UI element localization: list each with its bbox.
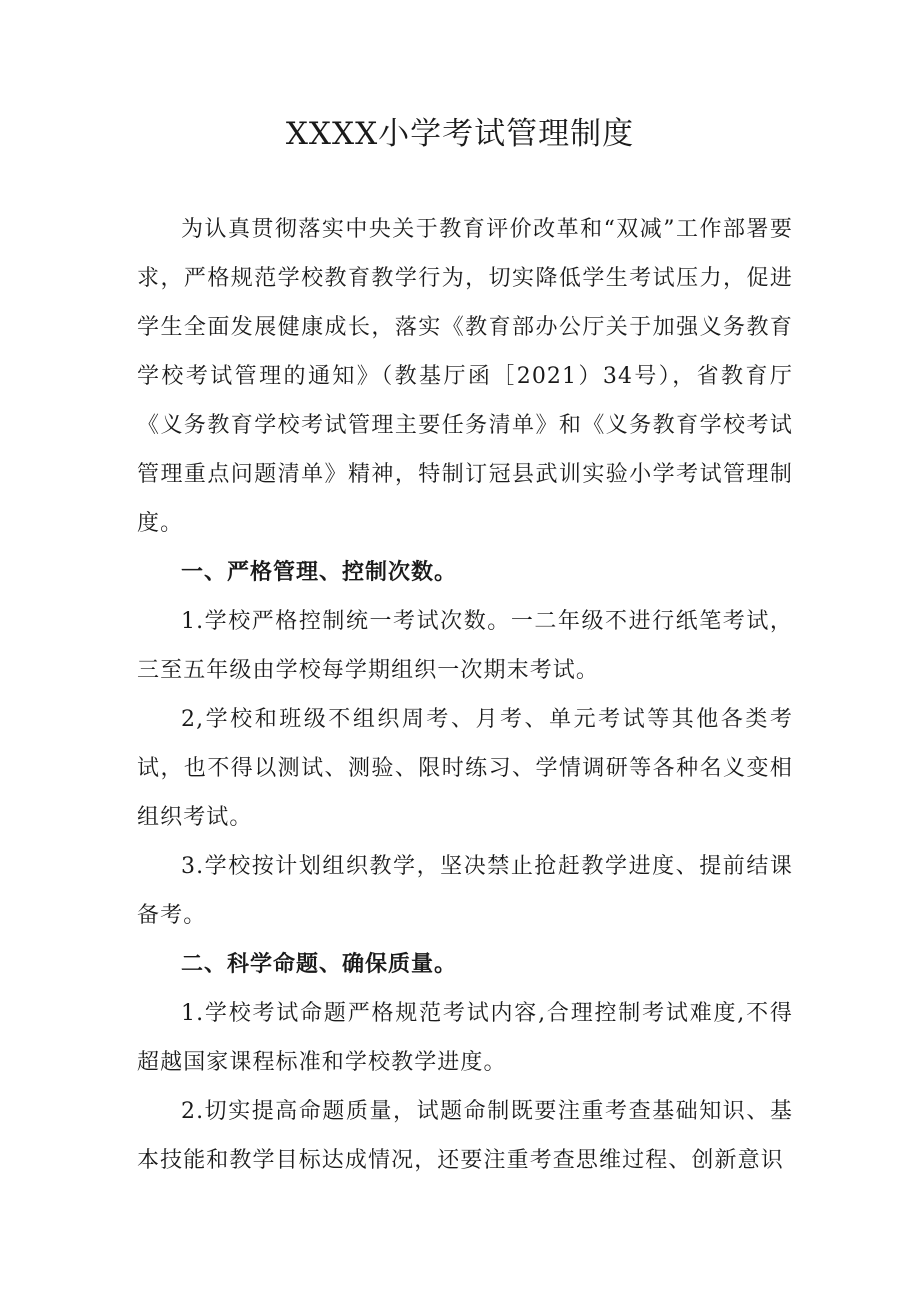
section-1-item-1: 1.学校严格控制统一考试次数。一二年级不进行纸笔考试，三至五年级由学校每学期组织一次期末考试。 xyxy=(137,609,793,683)
document-body xyxy=(137,205,793,1185)
section-heading-2: 二、科学命题、确保质量。 xyxy=(181,952,458,977)
document-title: XXXX小学考试管理制度 xyxy=(285,116,635,152)
section-heading-1: 一、严格管理、控制次数。 xyxy=(181,560,458,585)
section-1-item-2: 2,学校和班级不组织周考、月考、单元考试等其他各类考试，也不得以测试、测验、限时练习、学情调研等各种名义变相组织考试。 xyxy=(137,707,793,830)
section-1-item-3: 3.学校按计划组织教学，坚决禁止抢赶教学进度、提前结课备考。 xyxy=(137,854,793,928)
intro-paragraph: 为认真贯彻落实中央关于教育评价改革和“双减”工作部署要求，严格规范学校教育教学行为，切实降低学生考试压力，促进学生全面发展健康成长，落实《教育部办公厅关于加强义务教育学校考试管理的通知》（教基厅函［2021）34号），省教育厅《义务教育学校考试管理主要任务清单》和《义务教育学校考试管理重点问题清单》精神，特制订冠县武训实验小学考试管理制度。 xyxy=(137,217,793,536)
section-2-item-2: 2.切实提高命题质量，试题命制既要注重考查基础知识、基本技能和教学目标达成情况，还要注重考查思维过程、创新意识 xyxy=(137,1099,793,1173)
section-2-item-1: 1.学校考试命题严格规范考试内容,合理控制考试难度,不得超越国家课程标准和学校教学进度。 xyxy=(137,1001,793,1075)
